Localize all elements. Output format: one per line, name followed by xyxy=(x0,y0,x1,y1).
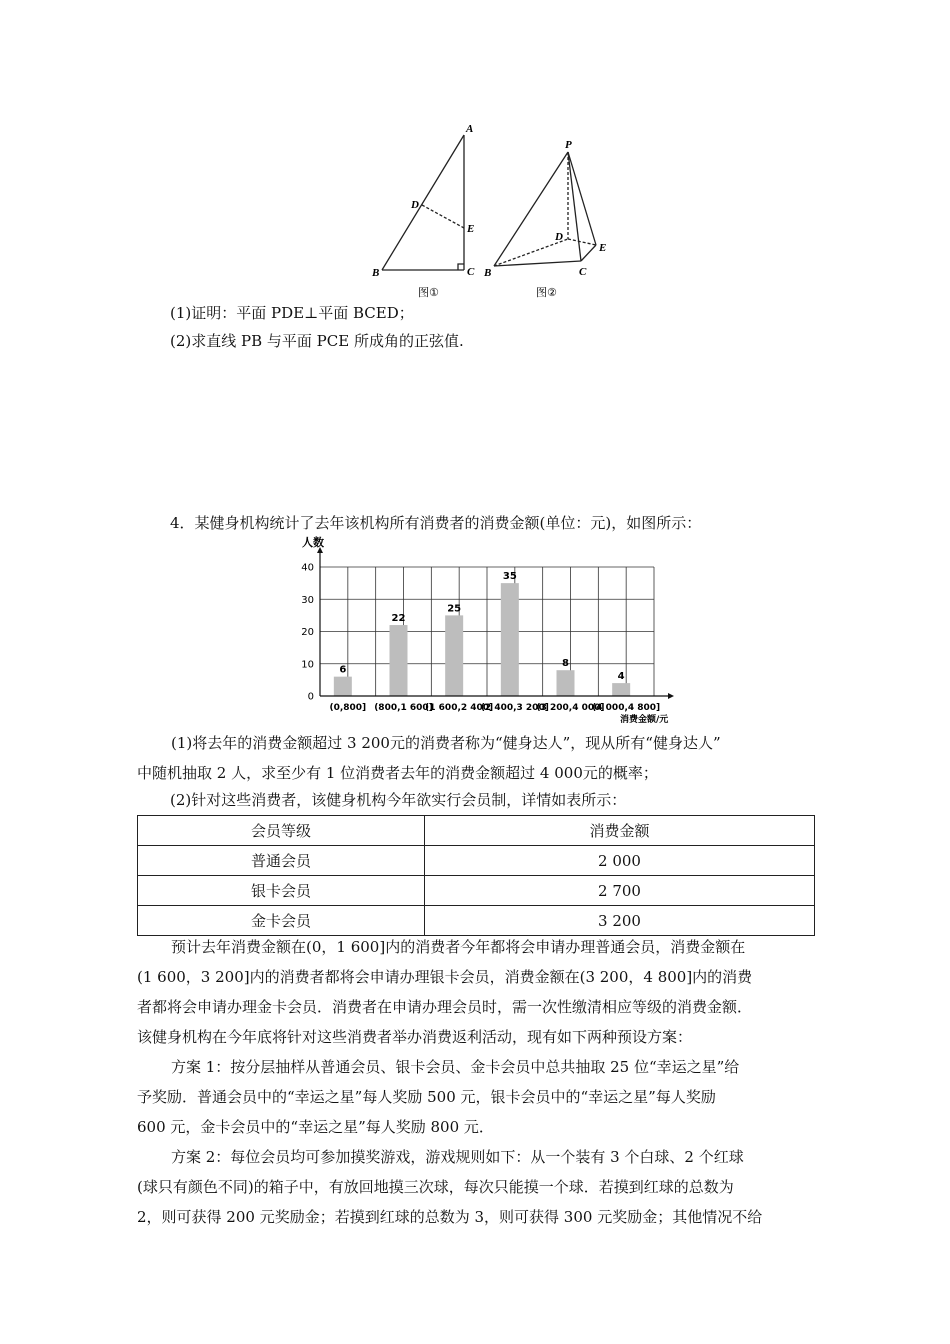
bar-value-label: 8 xyxy=(562,658,569,670)
q4-part2-intro: (2)针对这些消费者，该健身机构今年欲实行会员制，详情如表所示： xyxy=(170,791,627,809)
table-row xyxy=(138,906,815,936)
y-tick-label: 30 xyxy=(301,594,314,606)
q4-para1-line-1: 预计去年消费金额在(0，1 600]内的消费者今年都将会申请办理普通会员，消费金额在 xyxy=(171,938,746,956)
x-tick-label: (0,800] xyxy=(329,703,367,713)
y-tick-label: 40 xyxy=(301,562,314,574)
bar-value-label: 6 xyxy=(339,664,347,676)
table-cell-level: 普通会员 xyxy=(138,846,425,876)
q4-part1-line-1: (1)将去年的消费金额超过 3 200元的消费者称为“健身达人”，现从所有“健身达人” xyxy=(171,734,721,752)
fig2-edge-pe xyxy=(568,152,596,245)
bar-value-label: 4 xyxy=(617,671,625,683)
fig1-label-a: A xyxy=(466,123,474,135)
chart-labels xyxy=(301,563,660,714)
fig2-label-e: E xyxy=(599,242,607,254)
fig2-edge-pb xyxy=(494,152,568,266)
q4-paragraph-1 xyxy=(137,932,817,1052)
table-cell-amount: 3 200 xyxy=(425,906,815,936)
fig1-segment-de xyxy=(422,205,464,228)
y-tick-label: 10 xyxy=(301,659,314,671)
q4-part1 xyxy=(137,728,851,788)
fig2-label-p: P xyxy=(565,139,572,151)
spending-bar-chart xyxy=(292,530,682,730)
table-row xyxy=(138,876,815,906)
fig1-right-angle-mark xyxy=(458,264,464,270)
q3-part1: (1)证明：平面 PDE⊥平面 BCED； xyxy=(170,304,414,322)
fig1-label-e: E xyxy=(467,223,475,235)
table-cell-amount: 2 000 xyxy=(425,846,815,876)
chart-x-axis-label: 消费金额/元 xyxy=(620,715,669,725)
table-header-level: 会员等级 xyxy=(138,816,425,846)
table-cell-level: 银卡会员 xyxy=(138,876,425,906)
figure-1 xyxy=(382,135,464,270)
fig1-label-b: B xyxy=(372,267,380,279)
q4-para1-line-2: (1 600，3 200]内的消费者都将会申请办理银卡会员，消费金额在(3 200，4 800]内的消费 xyxy=(137,968,753,986)
q4-plan2-line-1: 方案 2：每位会员均可参加摸奖游戏，游戏规则如下：从一个装有 3 个白球、2 个红球 xyxy=(171,1148,744,1166)
bar-value-label: 22 xyxy=(391,613,406,625)
bar-value-label: 25 xyxy=(447,603,462,615)
x-tick-label: (4 000,4 800] xyxy=(592,703,661,713)
fig2-edge-pc xyxy=(568,152,581,261)
table-header-row xyxy=(138,816,815,846)
bar xyxy=(557,670,575,696)
bar xyxy=(390,625,408,696)
fig2-label-b: B xyxy=(484,267,492,279)
x-tick-label: (1 600,2 400] xyxy=(425,703,494,713)
table-row xyxy=(138,846,815,876)
q4-part1-line-2: 中随机抽取 2 人，求至少有 1 位消费者去年的消费金额超过 4 000元的概率； xyxy=(137,764,658,782)
fig2-label-c: C xyxy=(579,266,587,278)
q4-stem: 4．某健身机构统计了去年该机构所有消费者的消费金额(单位：元)，如图所示： xyxy=(170,514,702,532)
membership-table xyxy=(137,815,815,936)
bar xyxy=(445,615,463,696)
q4-plan1-line-3: 600 元，金卡会员中的“幸运之星”每人奖励 800 元． xyxy=(137,1118,494,1136)
y-tick-label: 0 xyxy=(307,691,314,703)
table-cell-amount: 2 700 xyxy=(425,876,815,906)
bar xyxy=(612,683,630,696)
q4-para1-line-4: 该健身机构在今年底将针对这些消费者举办消费返利活动，现有如下两种预设方案： xyxy=(137,1028,693,1046)
table-header-amount: 消费金额 xyxy=(425,816,815,846)
fig1-label-d: D xyxy=(411,199,419,211)
q3-part2: (2)求直线 PB 与平面 PCE 所成角的正弦值. xyxy=(170,332,464,350)
figure-2 xyxy=(494,152,596,266)
fig1-caption: 图① xyxy=(418,286,439,299)
fig1-label-c: C xyxy=(467,266,475,278)
y-tick-label: 20 xyxy=(301,627,314,638)
chart-bars xyxy=(334,583,630,696)
x-axis-arrow xyxy=(668,693,674,699)
q4-plan1-line-2: 予奖励．普通会员中的“幸运之星”每人奖励 500 元，银卡会员中的“幸运之星”每人奖励 xyxy=(137,1088,716,1106)
q4-plan2-line-2: (球只有颜色不同)的箱子中，有放回地摸三次球，每次只能摸一个球．若摸到红球的总数为 xyxy=(137,1178,734,1196)
fig2-label-d: D xyxy=(555,231,563,243)
q4-plan2-line-3: 2，则可获得 200 元奖励金；若摸到红球的总数为 3，则可获得 300 元奖励金；其他情况不给 xyxy=(137,1208,763,1226)
q4-plan1-line-1: 方案 1：按分层抽样从普通会员、银卡会员、金卡会员中总共抽取 25 位“幸运之星”给 xyxy=(171,1058,740,1076)
chart-grid xyxy=(320,567,654,696)
x-tick-label: (800,1 600] xyxy=(374,703,433,713)
fig2-edge-ce xyxy=(581,245,596,261)
table-cell-level: 金卡会员 xyxy=(138,906,425,936)
bar xyxy=(334,677,352,696)
fig2-edge-bc xyxy=(494,261,581,266)
x-tick-label: (3 200,4 000] xyxy=(536,703,605,713)
q4-para1-line-3: 者都将会申请办理金卡会员．消费者在申请办理会员时，需一次性缴清相应等级的消费金额． xyxy=(137,998,753,1016)
q4-plan-1 xyxy=(137,1052,817,1142)
geometry-figures-svg xyxy=(360,118,630,303)
chart-y-axis-label: 人数 xyxy=(302,536,324,549)
bar-chart-svg xyxy=(292,530,682,730)
fig2-caption: 图② xyxy=(536,286,557,299)
fig2-edge-de xyxy=(568,239,596,245)
q4-plan-2 xyxy=(137,1142,817,1232)
bar xyxy=(501,583,519,696)
fig1-side-ab xyxy=(382,135,464,270)
x-tick-label: (2 400,3 200] xyxy=(480,703,549,713)
geometry-figures xyxy=(360,118,630,303)
bar-value-label: 35 xyxy=(502,571,517,583)
